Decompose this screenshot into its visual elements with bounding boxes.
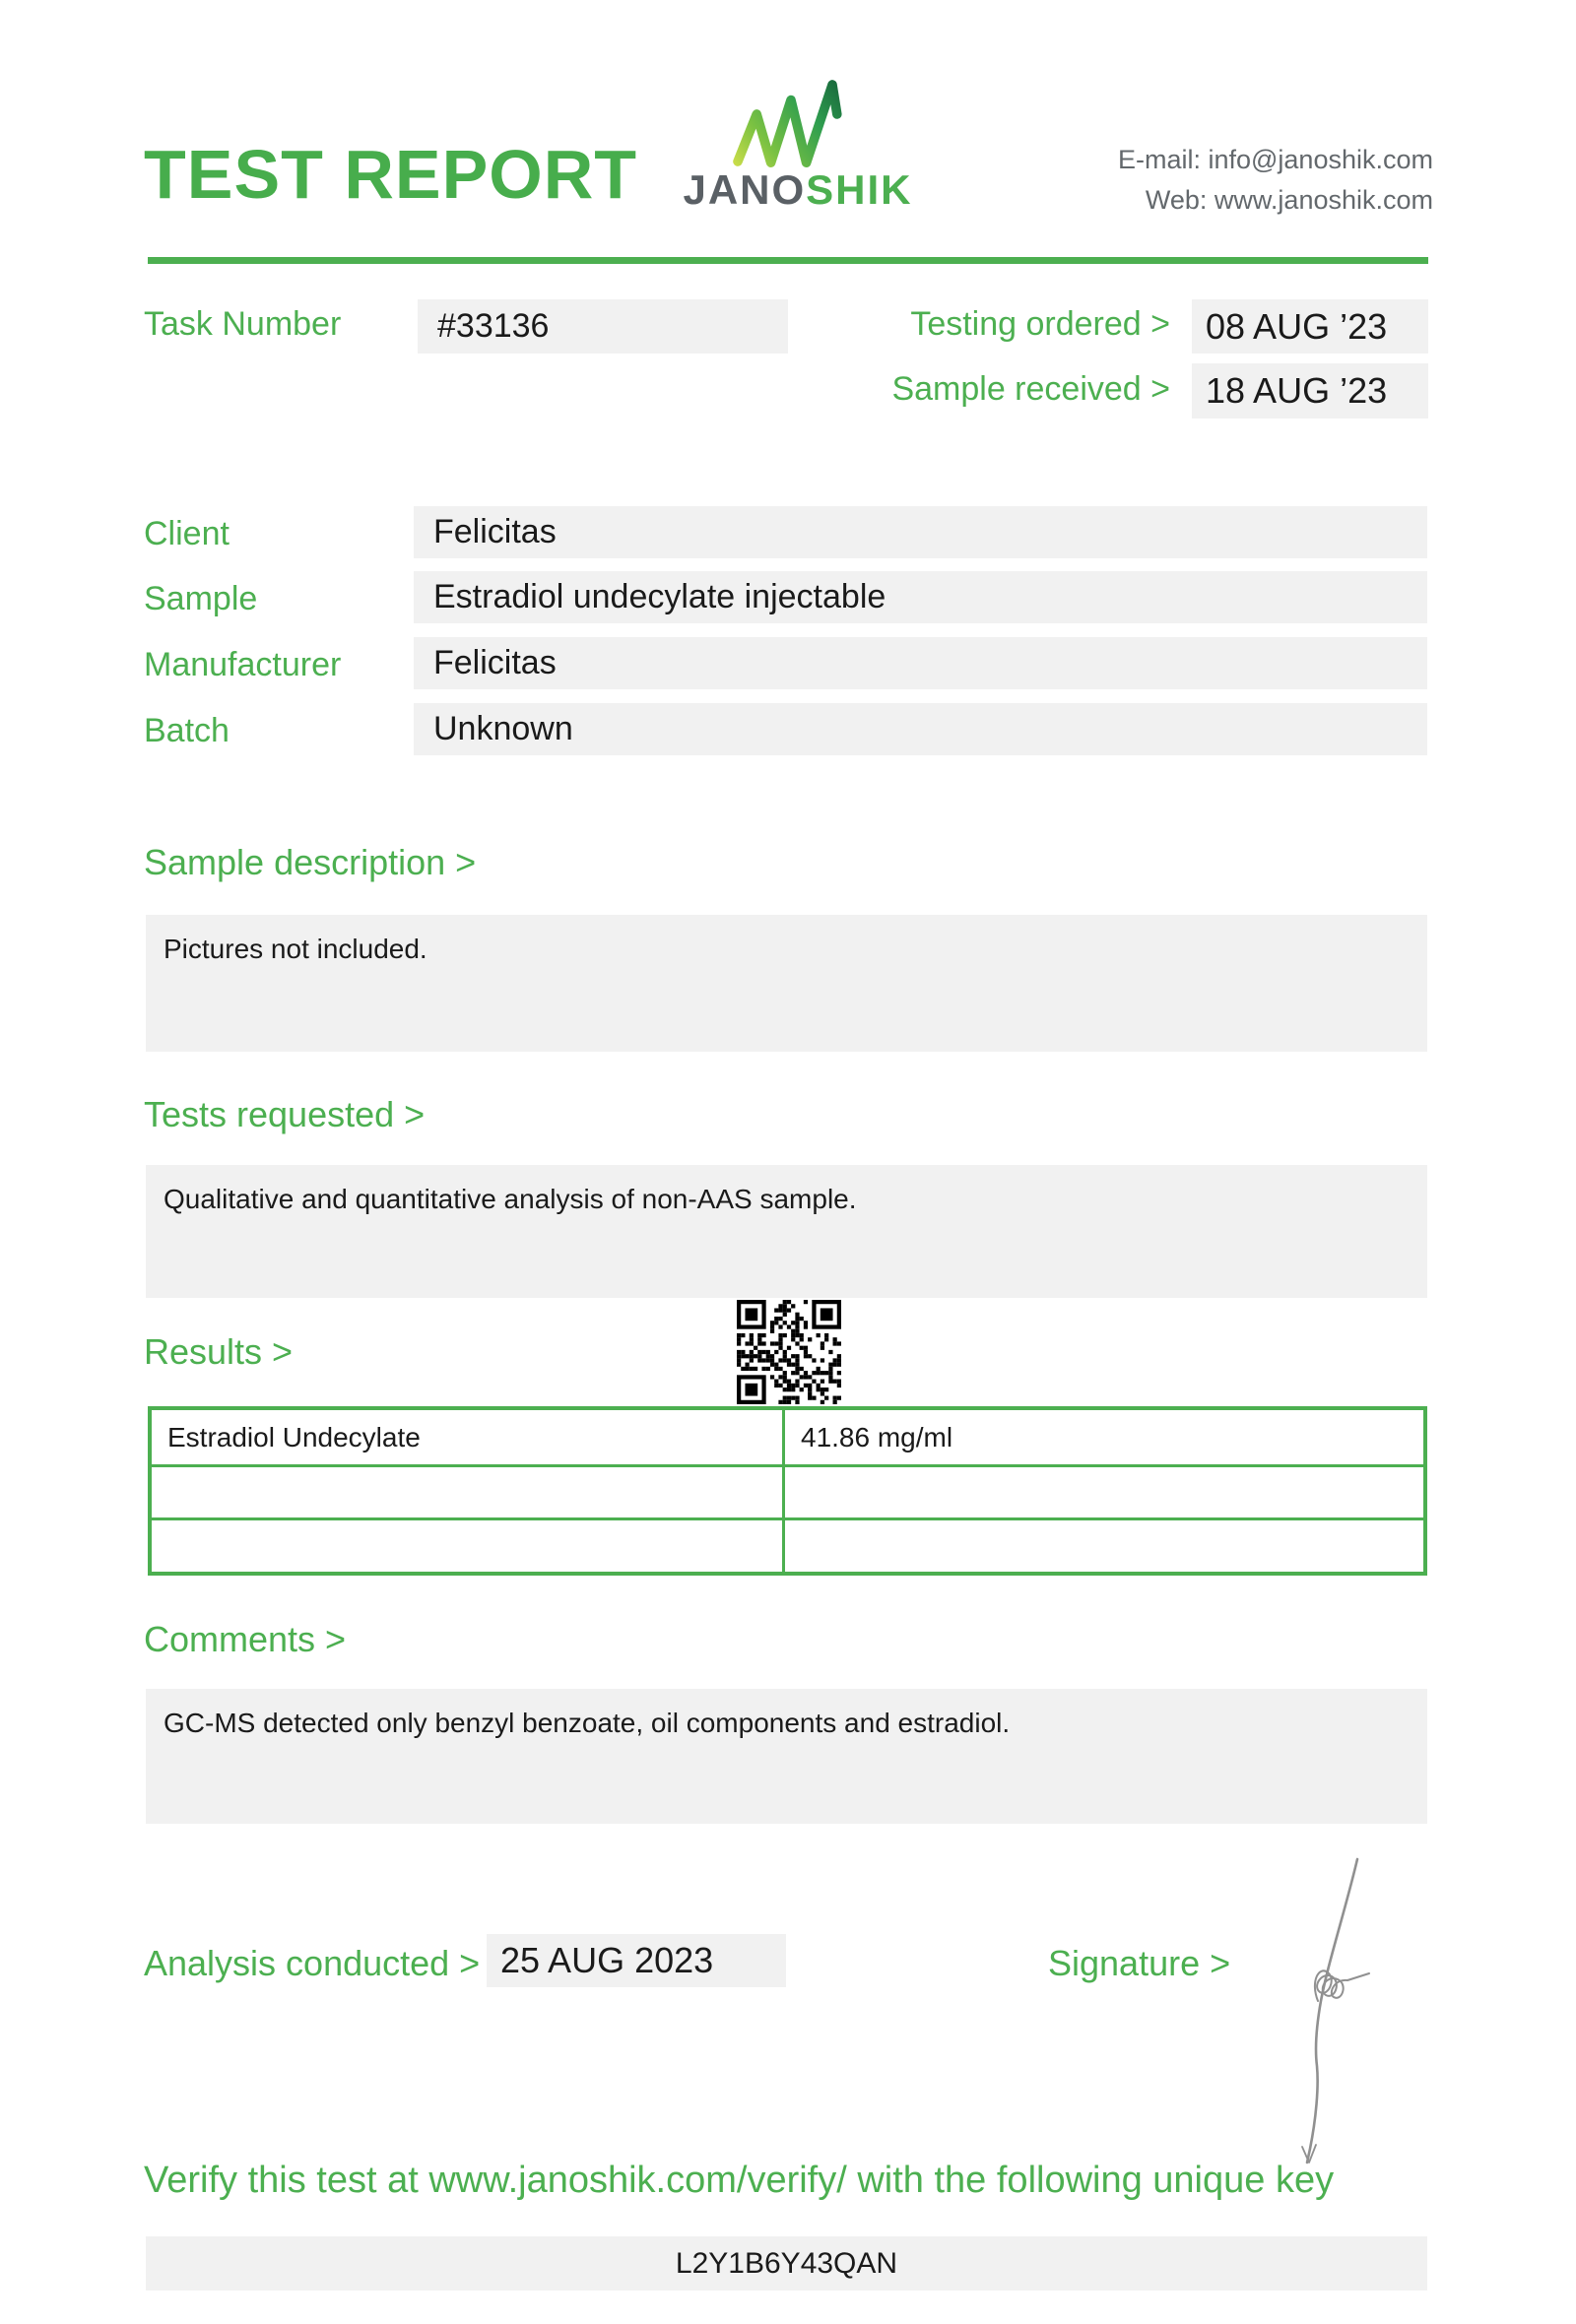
comments-heading: Comments > [144,1619,347,1659]
client-label: Client [144,515,230,552]
sample-description-body: Pictures not included. [146,915,1427,1052]
growth-chart-icon [731,79,851,173]
batch-label: Batch [144,712,230,749]
analysis-conducted-label: Analysis conducted > [144,1943,481,1983]
result-cell-value: 41.86 mg/ml [801,1421,953,1452]
testing-ordered-label: Testing ordered > [910,305,1170,343]
web-line: Web: www.janoshik.com [1145,184,1433,215]
sample-label: Sample [144,580,258,617]
client-value: Felicitas [414,506,1427,558]
testing-ordered-value: 08 AUG ’23 [1192,299,1428,354]
logo-jano: JANO [683,166,807,213]
task-number-value: #33136 [418,299,788,354]
handwritten-signature [1259,1855,1387,2165]
verify-instruction: Verify this test at www.janoshik.com/verify/ with the following unique key [144,2160,1335,2201]
sample-value: Estradiol undecylate injectable [414,571,1427,623]
header-divider [148,257,1428,264]
email-line: E-mail: info@janoshik.com [1117,145,1433,174]
sample-description-heading: Sample description > [144,842,477,882]
comments-body: GC-MS detected only benzyl benzoate, oil components and estradiol. [146,1689,1427,1824]
signature-label: Signature > [1048,1943,1231,1983]
analysis-conducted-value: 25 AUG 2023 [487,1934,786,1987]
logo-shik: SHIK [806,166,913,213]
task-number-label: Task Number [144,305,342,343]
results-table [148,1406,1427,1576]
logo-wordmark [678,166,918,213]
results-heading: Results > [144,1331,294,1372]
result-cell-empty [785,1464,1423,1517]
sample-received-label: Sample received > [891,370,1170,408]
result-cell-empty [152,1517,785,1572]
tests-requested-body: Qualitative and quantitative analysis of non-AAS sample. [146,1165,1427,1298]
sample-received-value: 18 AUG ’23 [1192,363,1428,419]
verify-key: L2Y1B6Y43QAN [146,2236,1427,2291]
contact-info [1118,140,1433,220]
result-cell-empty [785,1517,1423,1572]
qr-code [737,1300,841,1404]
result-cell-empty [152,1464,785,1517]
tests-requested-heading: Tests requested > [144,1094,426,1134]
manufacturer-value: Felicitas [414,637,1427,689]
batch-value: Unknown [414,703,1427,755]
result-cell-analyte: Estradiol Undecylate [152,1410,785,1464]
manufacturer-label: Manufacturer [144,646,342,683]
page-title: TEST REPORT [144,136,638,213]
